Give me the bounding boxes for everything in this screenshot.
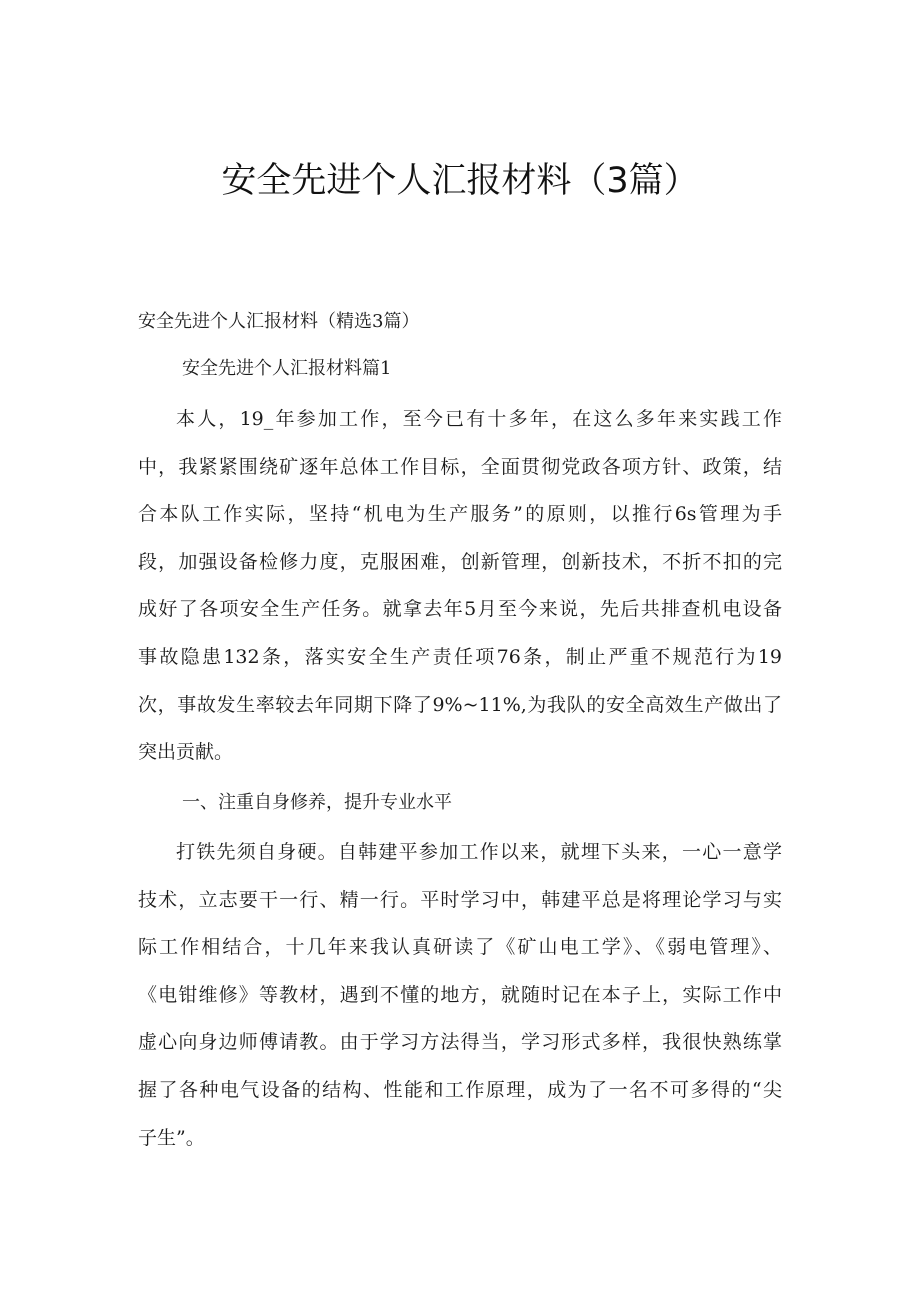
paragraph-1-line: 段，加强设备检修力度，克服困难，创新管理，创新技术，不折不扣的完 [138, 550, 782, 573]
paragraph-2-line: 打铁先须自身硬。自韩建平参加工作以来，就埋下头来，一心一意学 [176, 841, 782, 863]
paragraph-2-line: 子生”。 [138, 1126, 205, 1149]
paragraph-2-line: 虚心向身边师傅请教。由于学习方法得当，学习形式多样，我很快熟练掌 [138, 1031, 782, 1054]
paragraph-1-line: 事故隐患132条，落实安全生产责任项76条，制止严重不规范行为19 [138, 645, 782, 668]
paragraph-1-line: 突出贡献。 [138, 741, 234, 764]
paragraph-1-line: 次，事故发生率较去年同期下降了9%~11%,为我队的安全高效生产做出了 [138, 693, 782, 716]
paragraph-1-line: 成好了各项安全生产任务。就拿去年5月至今来说，先后共排查机电设备 [138, 598, 782, 621]
paragraph-2-line: 际工作相结合，十几年来我认真研读了《矿山电工学》、《弱电管理》、 [138, 936, 782, 959]
paragraph-1-line: 中，我紧紧围绕矿逐年总体工作目标，全面贯彻党政各项方针、政策，结 [138, 455, 782, 478]
paragraph-2 [138, 829, 782, 1162]
section-1-heading: 一、注重自身修养，提升专业水平 [182, 792, 452, 813]
document-title: 安全先进个人汇报材料（3篇） [221, 161, 699, 201]
paragraph-2-line: 《电钳维修》等教材，遇到不懂的地方，就随时记在本子上，实际工作中 [138, 983, 782, 1006]
paragraph-1-line: 合本队工作实际，坚持“机电为生产服务”的原则，以推行6s管理为手 [138, 503, 782, 526]
part-heading: 安全先进个人汇报材料篇1 [182, 358, 392, 379]
paragraph-1 [138, 396, 782, 777]
paragraph-1-line: 本人，19_年参加工作，至今已有十多年，在这么多年来实践工作 [176, 408, 782, 430]
document-subtitle: 安全先进个人汇报材料（精选3篇） [138, 311, 420, 332]
paragraph-2-line: 握了各种电气设备的结构、性能和工作原理，成为了一名不可多得的“尖 [138, 1078, 782, 1101]
paragraph-2-line: 技术，立志要干一行、精一行。平时学习中，韩建平总是将理论学习与实 [138, 888, 782, 911]
